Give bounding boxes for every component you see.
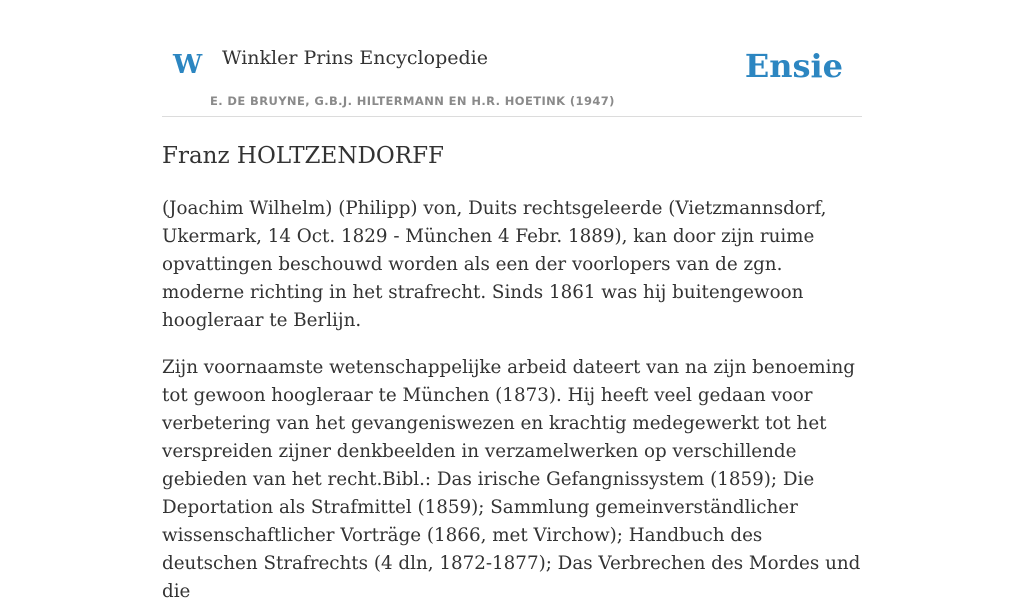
- page: [162, 0, 862, 606]
- site-header: [162, 0, 862, 117]
- article-paragraph: Zijn voornaamste wetenschappelijke arbeid dateert van na zijn benoeming tot gewoon hoogleraar te München (1873). Hij heeft veel gedaan voor verbetering van het gevangeniswezen en krachtig medegewerkt tot het verspreiden zijner denkbeelden in verzamelwerken op verschillende gebieden van het recht.Bibl.: Das irische Gefangnissystem (1859); Die Deportation als Strafmittel (1859); Sammlung gemeinverständlicher wissenschaftlicher Vorträge (1866, met Virchow); Handbuch des deutschen Strafrechts (4 dln, 1872-1877); Das Verbrechen des Mordes und die: [162, 356, 861, 602]
- site-subtitle: E. DE BRUYNE, G.B.J. HILTERMANN EN H.R. HOETINK (1947): [210, 94, 615, 108]
- article-title: Franz HOLTZENDORFF: [162, 143, 444, 169]
- article-paragraph: (Joachim Wilhelm) (Philipp) von, Duits rechtsgeleerde (Vietzmannsdorf, Ukermark, 14 Oct. 1829 - München 4 Febr. 1889), kan door zijn ruime opvattingen beschouwd worden als een der voorlopers van de zgn. moderne richting in het strafrecht. Sinds 1861 was hij buitengewoon hoogleraar te Berlijn.: [162, 197, 827, 331]
- ensie-brand-logo[interactable]: Ensie: [744, 47, 843, 85]
- winkler-prins-logo[interactable]: W: [173, 50, 203, 80]
- site-title[interactable]: Winkler Prins Encyclopedie: [222, 47, 488, 69]
